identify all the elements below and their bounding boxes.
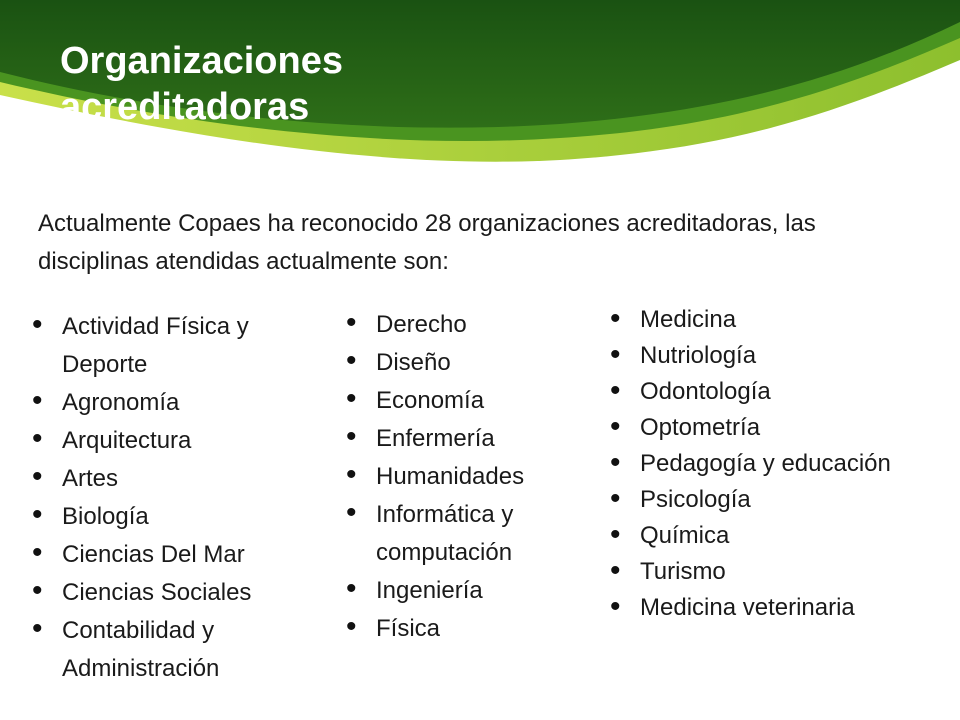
list-item: • Medicina <box>610 302 950 338</box>
list-item: • Derecho <box>346 306 606 344</box>
list-item: • Ciencias Del Mar <box>32 536 322 574</box>
title-line-1: Organizaciones <box>60 40 343 82</box>
list-item: • Ingeniería <box>346 572 606 610</box>
list-item: • Actividad Física y Deporte <box>32 308 322 384</box>
discipline-list-column-3 <box>610 302 950 626</box>
list-item: • Nutriología <box>610 338 950 374</box>
intro-text: Actualmente Copaes ha reconocido 28 organizaciones acreditadoras, las disciplinas atendidas actualmente son: <box>38 210 816 275</box>
discipline-list-column-2 <box>346 306 606 648</box>
list-item: • Informática y computación <box>346 496 606 572</box>
title-line-2: acreditadoras <box>60 86 310 128</box>
discipline-list-column-1 <box>32 308 322 688</box>
list-item: • Psicología <box>610 482 950 518</box>
list-item: • Contabilidad y Administración <box>32 612 322 688</box>
list-item: • Química <box>610 518 950 554</box>
list-item: • Artes <box>32 460 322 498</box>
list-item: • Medicina veterinaria <box>610 590 950 626</box>
list-item: • Pedagogía y educación <box>610 446 950 482</box>
list-item: • Economía <box>346 382 606 420</box>
list-item: • Ciencias Sociales <box>32 574 322 612</box>
list-item: • Diseño <box>346 344 606 382</box>
list-item: • Biología <box>32 498 322 536</box>
list-item: • Arquitectura <box>32 422 322 460</box>
list-item: • Turismo <box>610 554 950 590</box>
list-item: • Agronomía <box>32 384 322 422</box>
list-item: • Optometría <box>610 410 950 446</box>
list-item: • Odontología <box>610 374 950 410</box>
list-item: • Física <box>346 610 606 648</box>
list-item: • Humanidades <box>346 458 606 496</box>
slide-title <box>60 38 343 130</box>
list-item: • Enfermería <box>346 420 606 458</box>
